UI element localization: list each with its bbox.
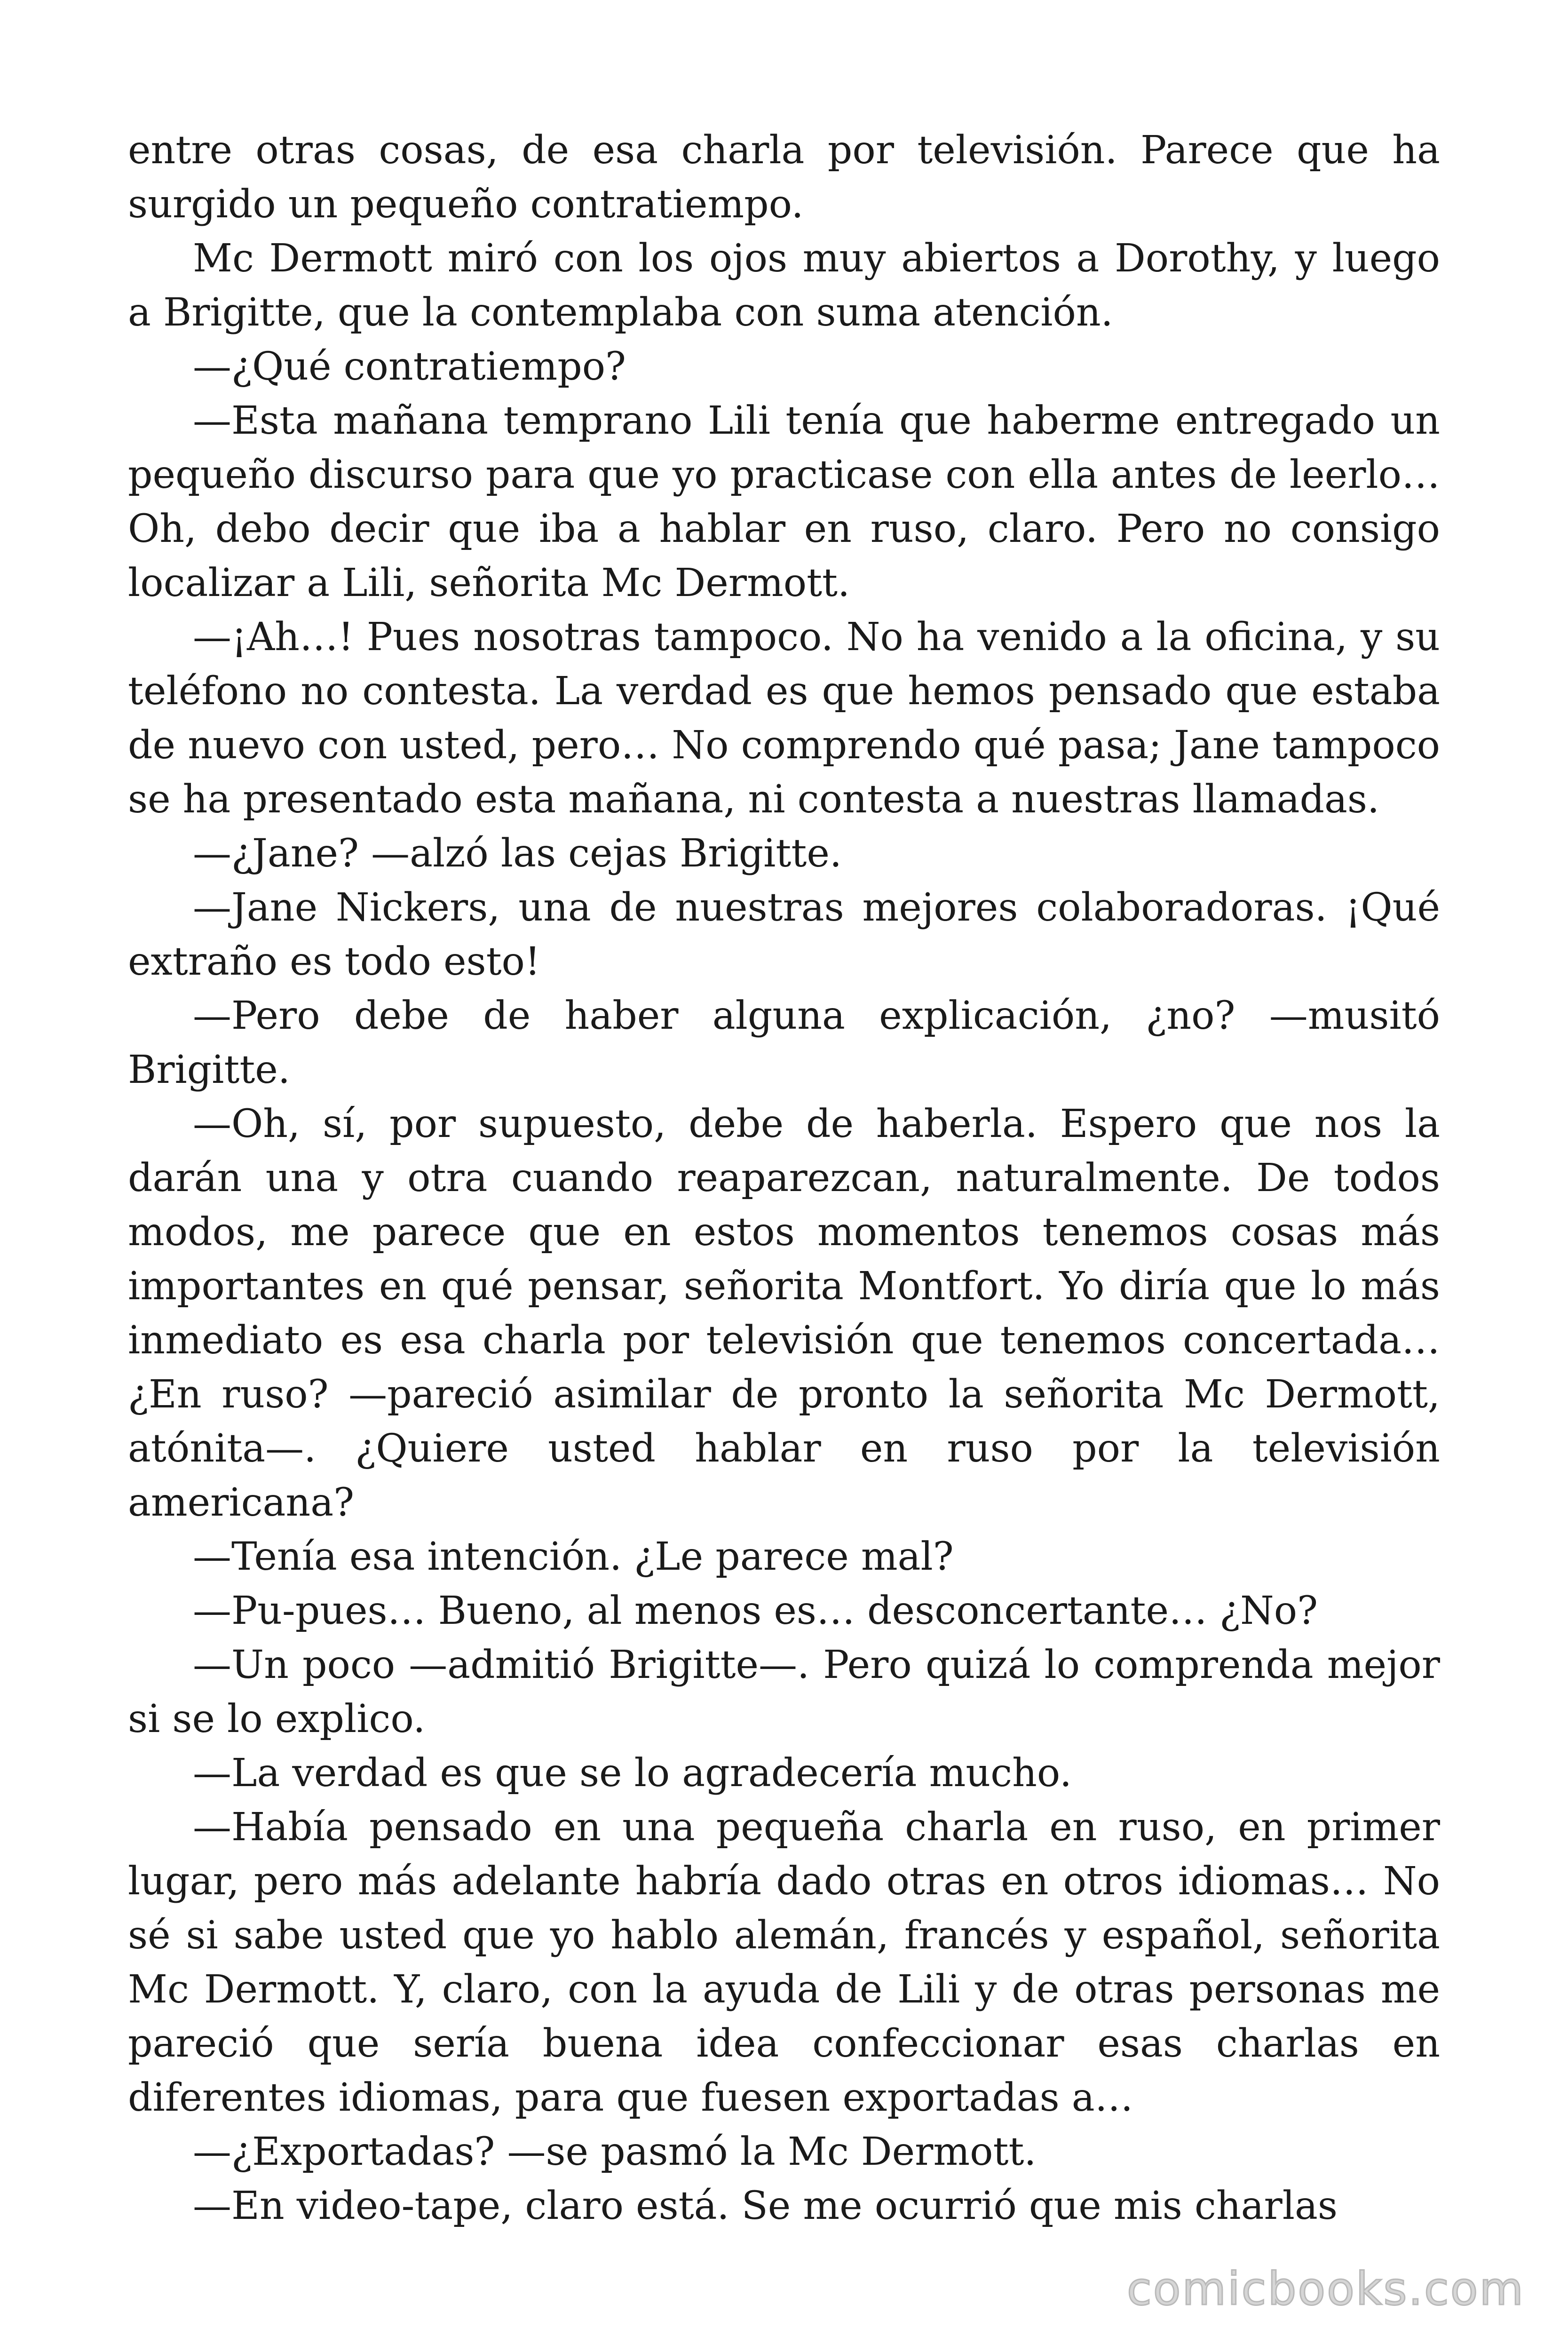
paragraph-9: —Oh, sí, por supuesto, debe de haberla. Espero que nos la darán una y otra cuando reaparezcan, naturalmente. De todos modos, me parece que en estos momentos tenemos cosas más importantes en qué pensar, señorita Montfort. Yo diría que lo más inmediato es esa charla por televisión que tenemos concertada… ¿En ruso? —pareció asimilar de pronto la señorita Mc Dermott, atónita—. ¿Quiere usted hablar en ruso por la televisión americana? — [128, 1102, 1440, 1525]
paragraph-15: —¿Exportadas? —se pasmó la Mc Dermott. — [193, 2130, 1037, 2174]
watermark: comicbooks.com — [1126, 2263, 1525, 2315]
paragraph-4: —Esta mañana temprano Lili tenía que haberme entregado un pequeño discurso para que yo practicase con ella antes de leerlo… Oh, debo decir que iba a hablar en ruso, claro. Pero no consigo localizar a Lili, señorita Mc Dermott. — [128, 398, 1440, 605]
paragraph-7: —Jane Nickers, una de nuestras mejores colaboradoras. ¡Qué extraño es todo esto! — [128, 885, 1440, 984]
paragraph-11: —Pu-pues… Bueno, al menos es… desconcertante… ¿No? — [193, 1589, 1318, 1633]
paragraph-3: —¿Qué contratiempo? — [193, 344, 626, 389]
paragraph-2: Mc Dermott miró con los ojos muy abiertos a Dorothy, y luego a Brigitte, que la contemplaba con suma atención. — [128, 236, 1440, 335]
paragraph-5: —¡Ah…! Pues nosotras tampoco. No ha venido a la oficina, y su teléfono no contesta. La verdad es que hemos pensado que estaba de nuevo con usted, pero… No comprendo qué pasa; Jane tampoco se ha presentado esta mañana, ni contesta a nuestras llamadas. — [128, 615, 1440, 822]
paragraph-10: —Tenía esa intención. ¿Le parece mal? — [193, 1534, 954, 1579]
paragraph-1: entre otras cosas, de esa charla por televisión. Parece que ha surgido un pequeño contratiempo. — [128, 128, 1440, 227]
body-text — [128, 123, 1440, 2233]
paragraph-13: —La verdad es que se lo agradecería mucho. — [193, 1751, 1072, 1796]
paragraph-8: —Pero debe de haber alguna explicación, ¿no? —musitó Brigitte. — [128, 993, 1440, 1092]
paragraph-14: —Había pensado en una pequeña charla en ruso, en primer lugar, pero más adelante habría dado otras en otros idiomas… No sé si sabe usted que yo hablo alemán, francés y español, señorita Mc Dermott. Y, claro, con la ayuda de Lili y de otras personas me pareció que sería buena idea confeccionar esas charlas en diferentes idiomas, para que fuesen exportadas a… — [128, 1805, 1440, 2120]
paragraph-16: —En video-tape, claro está. Se me ocurrió que mis charlas — [193, 2184, 1338, 2228]
paragraph-12: —Un poco —admitió Brigitte—. Pero quizá lo comprenda mejor si se lo explico. — [128, 1643, 1440, 1741]
paragraph-6: —¿Jane? —alzó las cejas Brigitte. — [193, 831, 842, 876]
